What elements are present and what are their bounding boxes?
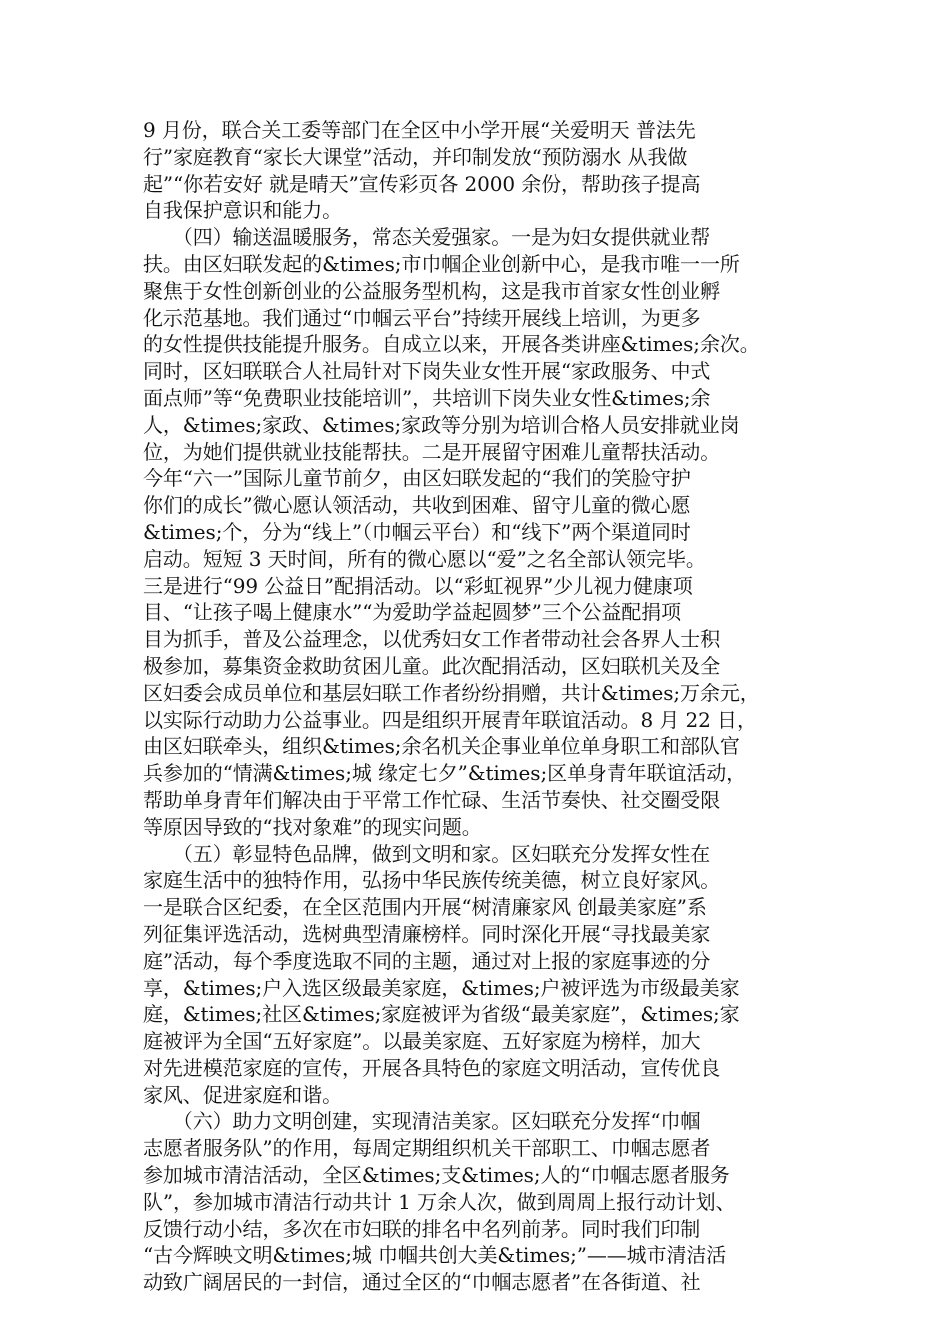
document-body	[143, 117, 823, 1296]
text-line: 极参加，募集资金救助贫困儿童。此次配捐活动，区妇联机关及全	[143, 653, 721, 678]
text-line: 兵参加的“情满&times;城 缘定七夕”&times;区单身青年联谊活动，	[143, 761, 747, 786]
text-line: 的女性提供技能提升服务。自成立以来，开展各类讲座&times;余次。	[143, 332, 760, 357]
text-line: 三是进行“99 公益日”配捐活动。以“彩虹视界”少儿视力健康项	[143, 573, 693, 598]
text-line: 参加城市清洁活动，全区&times;支&times;人的“巾帼志愿者服务	[143, 1163, 730, 1188]
text-line: （五）彰显特色品牌，做到文明和家。区妇联充分发挥女性在	[143, 841, 711, 866]
text-line: 扶。由区妇联发起的&times;市巾帼企业创新中心，是我市唯一一所	[143, 251, 740, 276]
text-line: 动致广阔居民的一封信，通过全区的“巾帼志愿者”在各街道、社	[143, 1270, 701, 1295]
text-line: 一是联合区纪委，在全区范围内开展“树清廉家风 创最美家庭”系	[143, 895, 707, 920]
text-line: 目、“让孩子喝上健康水”“为爱助学益起圆梦”三个公益配捐项	[143, 600, 681, 625]
text-line: 聚焦于女性创新创业的公益服务型机构，这是我市首家女性创业孵	[143, 278, 721, 303]
text-line: 列征集评选活动，选树典型清廉榜样。同时深化开展“寻找最美家	[143, 921, 711, 946]
text-line: 反馈行动小结，多次在市妇联的排名中名列前茅。同时我们印制	[143, 1216, 701, 1241]
text-line: 自我保护意识和能力。	[143, 198, 342, 223]
text-line: 等原因导致的“找对象难”的现实问题。	[143, 814, 482, 839]
text-line: 家风、促进家庭和谐。	[143, 1082, 342, 1107]
text-line: 帮助单身青年们解决由于平常工作忙碌、生活节奏快、社交圈受限	[143, 787, 721, 812]
text-line: （四）输送温暖服务，常态关爱强家。一是为妇女提供就业帮	[143, 225, 711, 250]
text-line: 区妇委会成员单位和基层妇联工作者纷纷捐赠，共计&times;万余元，	[143, 680, 760, 705]
text-line: （六）助力文明创建，实现清洁美家。区妇联充分发挥“巾帼	[143, 1109, 701, 1134]
text-line: 9 月份，联合关工委等部门在全区中小学开展“关爱明天 普法先	[143, 118, 696, 142]
text-line: 人，&times;家政、&times;家政等分别为培训合格人员安排就业岗	[143, 412, 740, 437]
text-line: 你们的成长”微心愿认领活动，共收到困难、留守儿童的微心愿	[143, 493, 691, 518]
text-line: 行”家庭教育“家长大课堂”活动，并印制发放“预防溺水 从我做	[143, 144, 688, 169]
text-line: 享，&times;户入选区级最美家庭，&times;户被评选为市级最美家	[143, 975, 740, 1000]
text-line: 面点师”等“免费职业技能培训”，共培训下岗失业女性&times;余	[143, 385, 711, 410]
text-line: 化示范基地。我们通过“巾帼云平台”持续开展线上培训，为更多	[143, 305, 701, 330]
text-line: 今年“六一”国际儿童节前夕，由区妇联发起的“我们的笑脸守护	[143, 466, 691, 491]
text-line: &times;个，分为“线上”（巾帼云平台）和“线下”两个渠道同时	[143, 519, 691, 544]
text-line: 庭”活动，每个季度选取不同的主题，通过对上报的家庭事迹的分	[143, 948, 711, 973]
text-line: 家庭生活中的独特作用，弘扬中华民族传统美德，树立良好家风。	[143, 868, 721, 893]
text-line: 目为抓手，普及公益理念，以优秀妇女工作者带动社会各界人士积	[143, 627, 721, 652]
text-line: 队”，参加城市清洁行动共计 1 万余人次，做到周周上报行动计划、	[143, 1189, 736, 1214]
text-line: 庭被评为全国“五好家庭”。以最美家庭、五好家庭为榜样，加大	[143, 1029, 701, 1054]
text-line: 位，为她们提供就业技能帮扶。二是开展留守困难儿童帮扶活动。	[143, 439, 721, 464]
text-line: 启动。短短 3 天时间，所有的微心愿以“爱”之名全部认领完毕。	[143, 546, 706, 571]
text-line: 起”“你若安好 就是晴天”宣传彩页各 2000 余份，帮助孩子提高	[143, 171, 701, 196]
text-line: 志愿者服务队”的作用，每周定期组织机关干部职工、巾帼志愿者	[143, 1136, 711, 1161]
text-line: 同时，区妇联联合人社局针对下岗失业女性开展“家政服务、中式	[143, 359, 711, 384]
text-line: “古今辉映文明&times;城 巾帼共创大美&times;”——城市清洁活	[143, 1243, 727, 1268]
text-line: 以实际行动助力公益事业。四是组织开展青年联谊活动。8 月 22 日，	[143, 707, 757, 732]
text-line: 对先进模范家庭的宣传，开展各具特色的家庭文明活动，宣传优良	[143, 1055, 721, 1080]
text-line: 由区妇联牵头，组织&times;余名机关企事业单位单身职工和部队官	[143, 734, 740, 759]
text-line: 庭，&times;社区&times;家庭被评为省级“最美家庭”，&times;家	[143, 1002, 740, 1027]
